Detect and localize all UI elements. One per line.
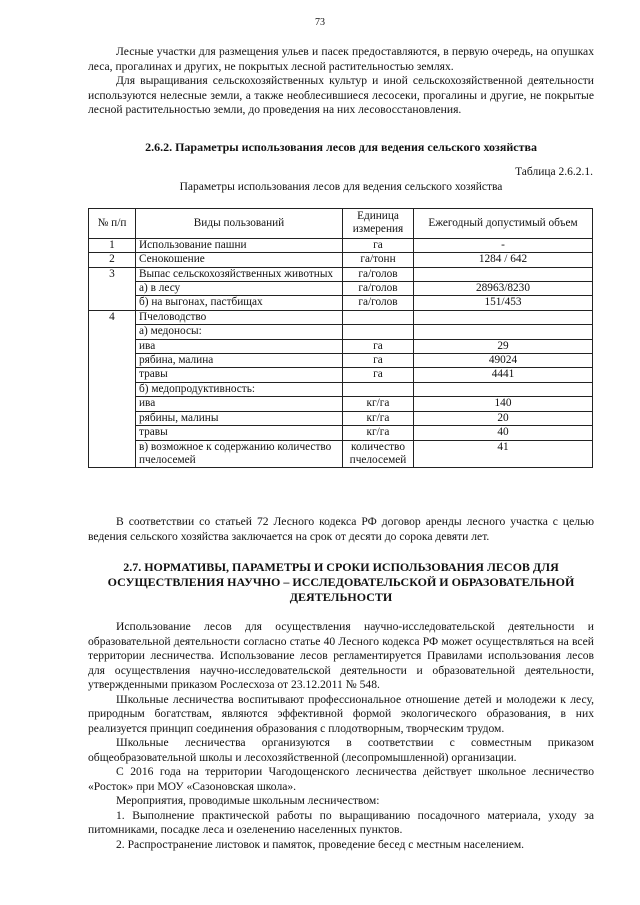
annual-volume: 151/453 [414, 296, 593, 310]
table-header-row [89, 209, 593, 239]
table-row [89, 411, 593, 425]
annual-volume [414, 267, 593, 281]
table-row [89, 325, 593, 339]
usage-type: травы [136, 368, 343, 382]
section-heading: 2.7. НОРМАТИВЫ, ПАРАМЕТРЫ И СРОКИ ИСПОЛЬЗОВАНИЯ ЛЕСОВ ДЛЯ ОСУЩЕСТВЛЕНИЯ НАУЧНО – ИССЛЕДОВАТЕЛЬСКОЙ И ОБРАЗОВАТЕЛЬНОЙ ДЕЯТЕЛЬНОСТИ [107, 560, 575, 604]
column-header: Виды пользований [136, 209, 343, 239]
usage-type: рябины, малины [136, 411, 343, 425]
subheading: 2.6.2. Параметры использования лесов для ведения сельского хозяйства [145, 140, 537, 154]
paragraph: Школьные лесничества организуются в соответствии с совместным приказом общеобразовательной школы и лесохозяйственной (лесопромышленной) организации. [88, 736, 594, 764]
row-number: 2 [89, 253, 136, 267]
usage-subgroup: б) медопродуктивность: [136, 382, 343, 396]
unit: га [343, 368, 414, 382]
column-header: Ежегодный допустимый объем [414, 209, 593, 239]
unit: га/голов [343, 267, 414, 281]
annual-volume: - [414, 238, 593, 252]
row-number: 4 [89, 310, 136, 467]
table-row [89, 397, 593, 411]
table-row [89, 253, 593, 267]
annual-volume: 4441 [414, 368, 593, 382]
after-table-text [88, 515, 594, 544]
usage-type: Выпас сельскохозяйственных животных [136, 267, 343, 281]
paragraph: Для выращивания сельскохозяйственных культур и иной сельскохозяйственной деятельности используются нелесные земли, а также необлесившиеся лесосеки, прогалины и другие, не покрытые лесной растительностью земли, до проведения на них лесовосстановления. [88, 74, 594, 116]
usage-type: ива [136, 397, 343, 411]
paragraph: С 2016 года на территории Чагодощенского лесничества действует школьное лесничество «Росток» при МОУ «Сазоновская школа». [88, 765, 594, 793]
usage-type: рябина, малина [136, 354, 343, 368]
usage-subgroup: а) медоносы: [136, 325, 343, 339]
paragraph: 2. Распространение листовок и памяток, проведение бесед с местным населением. [116, 837, 525, 851]
table-row [89, 267, 593, 281]
row-number: 3 [89, 267, 136, 310]
usage-type: травы [136, 426, 343, 440]
unit: га [343, 238, 414, 252]
paragraph: В соответствии со статьей 72 Лесного кодекса РФ договор аренды лесного участка с целью ведения сельского хозяйства заключается на срок от десяти до сорока девяти лет. [88, 515, 594, 543]
paragraph: 1. Выполнение практической работы по выращиванию посадочного материала, уходу за питомниками, посадке леса и озеленению населенных пунктов. [88, 808, 594, 836]
table-row [89, 238, 593, 252]
usage-type: б) на выгонах, пастбищах [136, 296, 343, 310]
unit: количество пчелосемей [343, 440, 414, 468]
usage-type: ива [136, 339, 343, 353]
intro-text [88, 45, 594, 118]
unit: кг/га [343, 411, 414, 425]
column-header: Единица измерения [343, 209, 414, 239]
page-number: 73 [315, 17, 325, 28]
body-text [88, 620, 594, 852]
usage-type: Пчеловодство [136, 310, 343, 324]
annual-volume: 140 [414, 397, 593, 411]
annual-volume: 49024 [414, 354, 593, 368]
unit: кг/га [343, 397, 414, 411]
usage-type: Использование пашни [136, 238, 343, 252]
table-row [89, 339, 593, 353]
table-row [89, 354, 593, 368]
usage-type: в) возможное к содержанию количество пчелосемей [136, 440, 343, 468]
usage-table [88, 208, 593, 468]
paragraph: Школьные лесничества воспитывают профессиональное отношение детей и молодежи к лесу, природным богатствам, являются эффективной формой экологического образования, в них реализуется принцип соединения образования с плодотворным, творческим трудом. [88, 692, 594, 735]
unit: га [343, 354, 414, 368]
table-label: Таблица 2.6.2.1. [515, 166, 593, 178]
unit: га/тонн [343, 253, 414, 267]
paragraph: Использование лесов для осуществления научно-исследовательской деятельности и образовательной деятельности согласно статье 40 Лесного кодекса РФ может осуществляться на всей территории лесничества. Использование лесов регламентируется Правилами использования лесов для осуществления научно-исследовательской деятельности и образовательной деятельности, утвержденными приказом Рослесхоза от 23.12.2011 № 548. [88, 620, 594, 691]
unit: га/голов [343, 282, 414, 296]
table-row [89, 426, 593, 440]
annual-volume: 28963/8230 [414, 282, 593, 296]
usage-type: Сенокошение [136, 253, 343, 267]
annual-volume: 40 [414, 426, 593, 440]
annual-volume: 29 [414, 339, 593, 353]
usage-type: а) в лесу [136, 282, 343, 296]
annual-volume: 1284 / 642 [414, 253, 593, 267]
table-caption: Параметры использования лесов для ведения сельского хозяйства [179, 181, 503, 193]
column-header: № п/п [89, 209, 136, 239]
table-row [89, 382, 593, 396]
annual-volume: 41 [414, 440, 593, 468]
annual-volume: 20 [414, 411, 593, 425]
paragraph: Мероприятия, проводимые школьным лесничеством: [116, 794, 380, 807]
unit: кг/га [343, 426, 414, 440]
table-row [89, 440, 593, 468]
table-row [89, 368, 593, 382]
table-row [89, 296, 593, 310]
paragraph: Лесные участки для размещения ульев и пасек предоставляются, в первую очередь, на опушках леса, прогалинах и других, не покрытых лесной растительностью землях. [88, 45, 594, 73]
unit: га [343, 339, 414, 353]
row-number: 1 [89, 238, 136, 252]
table-row [89, 282, 593, 296]
unit: га/голов [343, 296, 414, 310]
table-row [89, 310, 593, 324]
